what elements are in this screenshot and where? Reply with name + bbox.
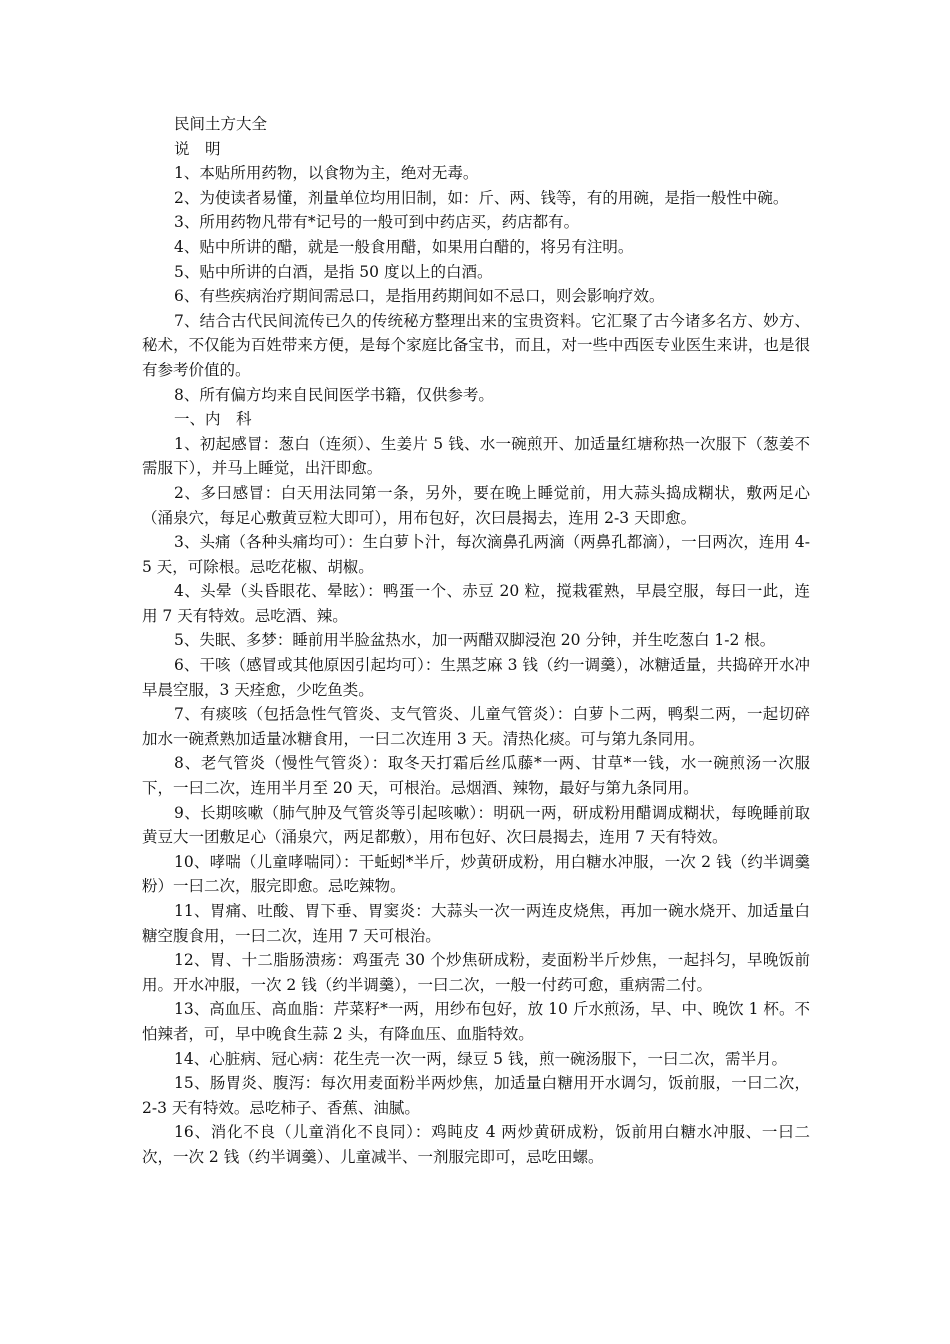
doc-title: 民间土方大全 [174, 115, 268, 133]
remedy-item: 16、消化不良（儿童消化不良同）：鸡盹皮 4 两炒黄研成粉，饭前用白糖水冲服、一曰二次，一次 2 钱（约半调羹）、儿童减半、一剂服完即可，忌吃田螺。 [142, 1123, 810, 1166]
note-item: 8、所有偏方均来自民间医学书籍，仅供参考。 [174, 385, 494, 404]
note-item: 5、贴中所讲的白酒，是指 50 度以上的白酒。 [174, 262, 493, 281]
remedy-item: 12、胃、十二脂肠溃疡：鸡蛋壳 30 个炒焦研成粉，麦面粉半斤炒焦，一起抖匀，早晚饭前用。开水冲服，一次 2 钱（约半调羹），一曰二次，一般一付药可愈，重病需二付。 [142, 951, 810, 994]
remedy-item: 6、干咳（感冒或其他原因引起均可）：生黑芝麻 3 钱（约一调羹），冰糖适量，共捣碎开水冲早晨空服，3 天痊愈，少吃鱼类。 [142, 656, 810, 699]
remedy-item: 2、多曰感冒：白天用法同第一条，另外，要在晚上睡觉前，用大蒜头捣成糊状，敷两足心（涌泉穴，每足心敷黄豆粒大即可），用布包好，次曰晨揭去，连用 2-3 天即愈。 [142, 483, 810, 527]
remedy-item: 4、头晕（头昏眼花、晕眩）：鸭蛋一个、赤豆 20 粒，搅栽霍熟，早晨空服，每曰一此，连用 7 天有特效。忌吃酒、辣。 [142, 582, 810, 625]
remedy-item: 10、哮喘（儿童哮喘同）：干蚯蚓*半斤，炒黄研成粉，用白糖水冲服，一次 2 钱（约半调羹粉）一曰二次，服完即愈。忌吃辣物。 [142, 852, 810, 896]
remedy-item: 11、胃痛、吐酸、胃下垂、胃窦炎：大蒜头一次一两连皮烧焦，再加一碗水烧开、加适量白糖空腹食用，一曰二次，连用 7 天可根治。 [142, 902, 810, 945]
remedy-item: 7、有痰咳（包括急性气管炎、支气管炎、儿童气管炎）：白萝卜二两，鸭梨二两，一起切碎加水一碗煮熟加适量冰糖食用，一曰二次连用 3 天。清热化痰。可与第九条同用。 [142, 705, 810, 748]
remedy-item: 3、头痛（各种头痛均可）：生白萝卜汁，每次滴鼻孔两滴（两鼻孔都滴），一曰两次，连用 4-5 天，可除根。忌吃花椒、胡椒。 [142, 533, 810, 576]
remedy-item: 15、肠胃炎、腹泻：每次用麦面粉半两炒焦，加适量白糖用开水调匀，饭前服，一曰二次，2-3 天有特效。忌吃柿子、香蕉、油腻。 [142, 1074, 810, 1117]
remedy-item: 1、初起感冒：葱白（连须）、生姜片 5 钱、水一碗煎开、加适量红塘称热一次服下（葱姜不需服下），并马上睡觉，出汗即愈。 [142, 434, 810, 478]
document-body [142, 112, 810, 1170]
notes-heading: 说 明 [174, 139, 221, 158]
note-item: 4、贴中所讲的醋，就是一般食用醋，如果用白醋的，将另有注明。 [174, 237, 634, 256]
remedy-item: 9、长期咳嗽（肺气肿及气管炎等引起咳嗽）：明矾一两，研成粉用醋调成糊状，每晚睡前取黄豆大一团敷足心（涌泉穴，两足都敷），用布包好、次曰晨揭去，连用 7 天有特效。 [142, 803, 810, 847]
note-item: 2、为使读者易懂，剂量单位均用旧制，如：斤、两、钱等，有的用碗，是指一般性中碗。 [174, 188, 789, 207]
remedy-item: 5、失眠、多梦：睡前用半脸盆热水，加一两醋双脚浸泡 20 分钟，并生吃葱白 1-2 根。 [174, 631, 776, 650]
note-item: 3、所用药物凡带有*记号的一般可到中药店买，药店都有。 [174, 213, 580, 232]
section-heading: 一、内 科 [174, 410, 252, 429]
note-item: 7、结合古代民间流传已久的传统秘方整理出来的宝贵资料。它汇聚了古今诸多名方、妙方、秘术，不仅能为百姓带来方便，是每个家庭比备宝书，而且，对一些中西医专业医生来讲，也是很有参考价值的。 [142, 311, 810, 379]
remedy-item: 13、高血压、高血脂：芹菜籽*一两，用纱布包好，放 10 斤水煎汤，早、中、晚饮 1 杯。不怕辣者，可，早中晚食生蒜 2 头，有降血压、血脂特效。 [142, 1000, 810, 1043]
note-item: 6、有些疾病治疗期间需忌口，是指用药期间如不忌口，则会影响疗效。 [174, 287, 665, 306]
note-item: 1、本贴所用药物，以食物为主，绝对无毒。 [174, 164, 479, 183]
remedy-item: 14、心脏病、冠心病：花生壳一次一两，绿豆 5 钱，煎一碗汤服下，一曰二次，需半月。 [174, 1049, 787, 1068]
remedy-item: 8、老气管炎（慢性气管炎）：取冬天打霜后丝瓜藤*一两、甘草*一钱，水一碗煎汤一次服下，一曰二次，连用半月至 20 天，可根治。忌烟酒、辣物，最好与第九条同用。 [142, 754, 810, 798]
